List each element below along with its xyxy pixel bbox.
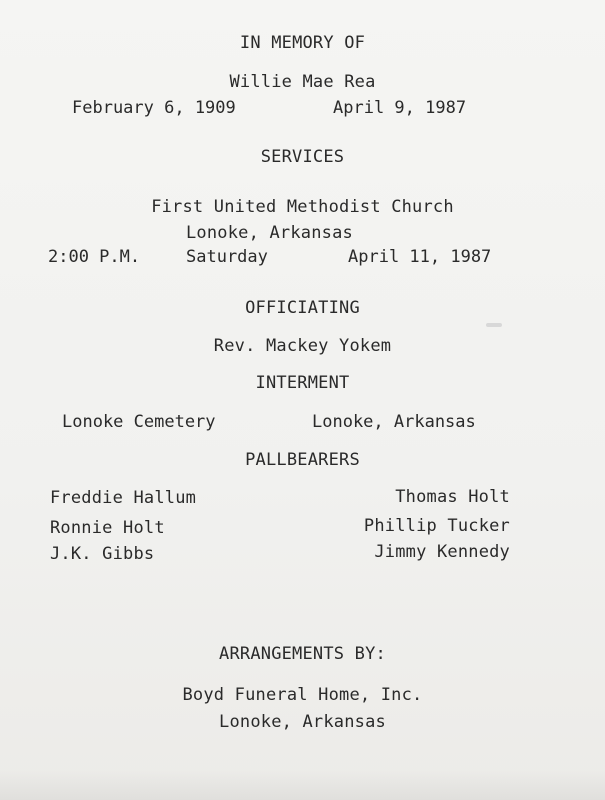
pallbearer-left-3: J.K. Gibbs	[50, 544, 155, 564]
pallbearer-left-1: Freddie Hallum	[50, 488, 197, 508]
pallbearer-right-1: Thomas Holt	[395, 487, 510, 507]
church-name: First United Methodist Church	[151, 197, 454, 217]
officiating-heading: OFFICIATING	[245, 298, 360, 318]
pallbearer-right-2: Phillip Tucker	[363, 516, 510, 536]
interment-heading: INTERMENT	[255, 373, 350, 393]
arrangements-heading: ARRANGEMENTS BY:	[219, 644, 386, 664]
services-heading: SERVICES	[260, 147, 345, 167]
service-time: 2:00 P.M.	[48, 247, 141, 267]
service-date: April 11, 1987	[348, 247, 492, 267]
birth-date: February 6, 1909	[72, 98, 236, 118]
funeral-home-location: Lonoke, Arkansas	[219, 712, 386, 732]
paper-shadow	[0, 770, 605, 800]
death-date: April 9, 1987	[333, 98, 467, 118]
funeral-home-name: Boyd Funeral Home, Inc.	[182, 685, 423, 705]
church-location: Lonoke, Arkansas	[186, 223, 353, 243]
cemetery-location: Lonoke, Arkansas	[312, 412, 476, 432]
service-time-row	[0, 247, 605, 267]
deceased-name: Willie Mae Rea	[229, 72, 376, 92]
paper-mark	[486, 323, 502, 327]
memorial-heading: IN MEMORY OF	[239, 33, 366, 53]
interment-row	[0, 412, 605, 432]
pallbearer-left-2: Ronnie Holt	[50, 518, 165, 538]
cemetery-name: Lonoke Cemetery	[62, 412, 216, 432]
service-day: Saturday	[186, 247, 268, 267]
life-dates	[0, 98, 605, 118]
pallbearers-heading: PALLBEARERS	[245, 450, 360, 470]
officiant-name: Rev. Mackey Yokem	[213, 336, 392, 356]
pallbearer-right-3: Jimmy Kennedy	[374, 542, 510, 562]
